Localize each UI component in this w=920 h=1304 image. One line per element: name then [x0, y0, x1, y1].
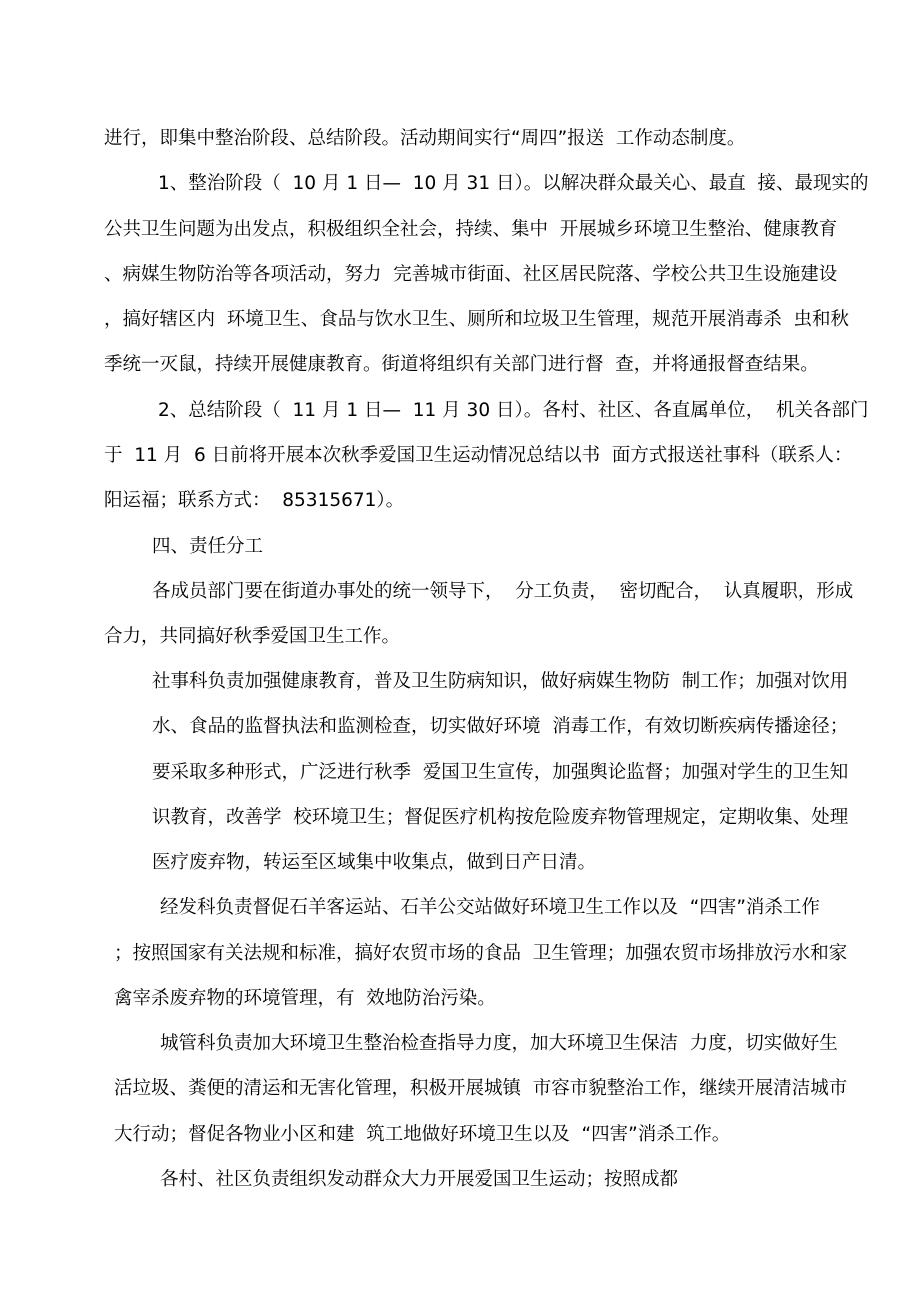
text-line: 于 11 月 6 日前将开展本次秋季爱国卫生运动情况总结以书 面方式报送社事科（联系人： [104, 445, 853, 466]
text-line: 公共卫生问题为出发点，积极组织全社会，持续、集中 开展城乡环境卫生整治、健康教育 [104, 219, 838, 240]
text-line: 2、总结阶段（ 11 月 1 日— 11 月 30 日）。各村、社区、各直属单位， 机关各部门 [158, 400, 869, 421]
text-line: ，搞好辖区内 环境卫生、食品与饮水卫生、厕所和垃圾卫生管理，规范开展消毒杀 虫和秋 [104, 309, 850, 330]
text-line: 城管科负责加大环境卫生整治检查指导力度，加大环境卫生保洁 力度，切实做好生 [160, 1033, 838, 1054]
text-line: 要采取多种形式，广泛进行秋季 爱国卫生宣传，加强舆论监督；加强对学生的卫生知 [152, 762, 849, 783]
text-line: 1、整治阶段（ 10 月 1 日— 10 月 31 日）。以解决群众最关心、最直 接、最现实的 [158, 173, 869, 194]
text-line: 各村、社区负责组织发动群众大力开展爱国卫生运动；按照成都 [160, 1169, 679, 1190]
section-heading: 四、责任分工 [152, 536, 264, 557]
text-line: 阳运福；联系方式： 85315671）。 [104, 490, 405, 511]
text-line: 进行，即集中整治阶段、总结阶段。活动期间实行“周四”报送 工作动态制度。 [104, 128, 746, 149]
text-line: 识教育，改善学 校环境卫生；督促医疗机构按危险废弃物管理规定，定期收集、处理 [152, 807, 849, 828]
text-line: 季统一灭鼠，持续开展健康教育。街道将组织有关部门进行督 查，并将通报督查结果。 [104, 354, 819, 375]
text-line: 各成员部门要在街道办事处的统一领导下， 分工负责， 密切配合， 认真履职，形成 [152, 581, 854, 602]
text-line: 合力，共同搞好秋季爱国卫生工作。 [104, 626, 401, 647]
text-line: 社事科负责加强健康教育，普及卫生防病知识，做好病媒生物防 制工作；加强对饮用 [152, 671, 849, 692]
text-line: 、病媒生物防治等各项活动，努力 完善城市街面、社区居民院落、学校公共卫生设施建设 [104, 264, 838, 285]
text-line: 水、食品的监督执法和监测检查，切实做好环境 消毒工作，有效切断疾病传播途径； [152, 716, 849, 737]
text-line: 活垃圾、粪便的清运和无害化管理，积极开展城镇 市容市貌整治工作，继续开展清洁城市 [114, 1078, 848, 1099]
text-line: 禽宰杀废弃物的环境管理，有 效地防治污染。 [114, 988, 496, 1009]
text-line: 医疗废弃物，转运至区域集中收集点，做到日产日清。 [152, 852, 597, 873]
text-line: ；按照国家有关法规和标准，搞好农贸市场的食品 卫生管理；加强农贸市场排放污水和家 [114, 943, 848, 964]
text-line: 经发科负责督促石羊客运站、石羊公交站做好环境卫生工作以及 “四害”消杀工作 [160, 897, 820, 918]
text-line: 大行动；督促各物业小区和建 筑工地做好环境卫生以及 “四害”消杀工作。 [114, 1124, 731, 1145]
